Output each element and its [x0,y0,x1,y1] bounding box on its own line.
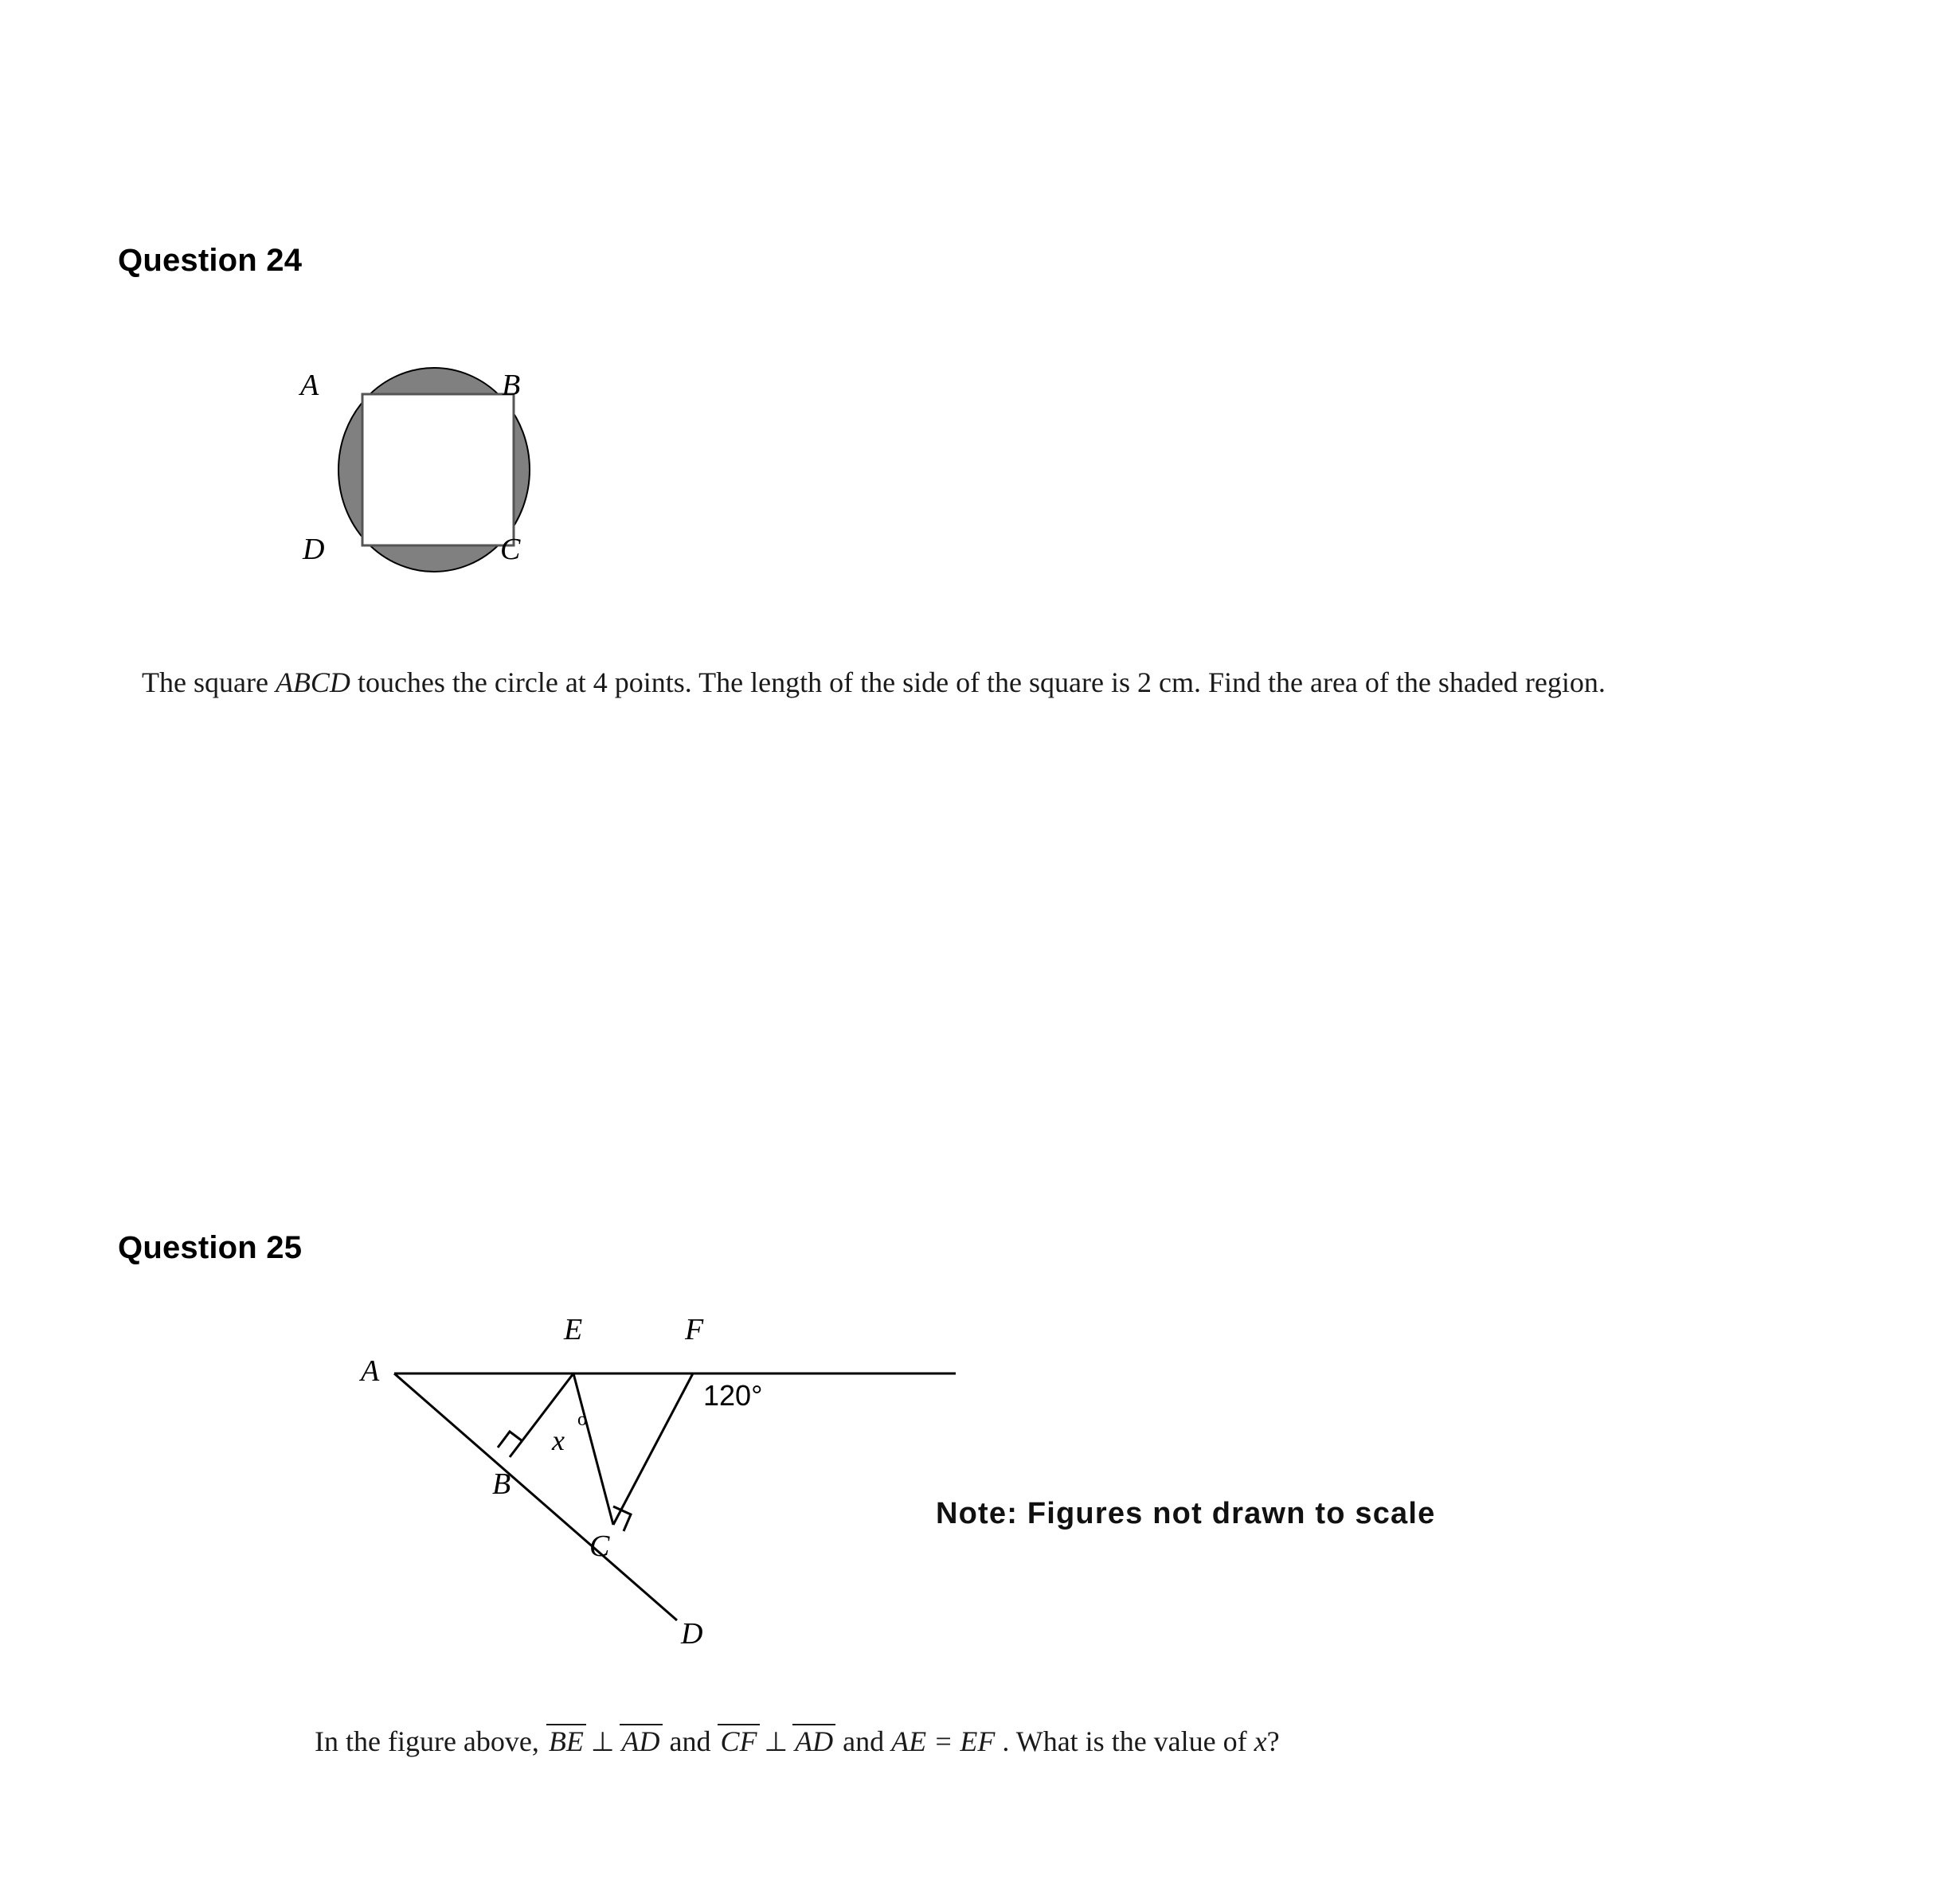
segment-ad-2: AD [792,1724,835,1758]
q25-prompt-part4: . What is the value of [995,1725,1254,1757]
perp-symbol-2: ⊥ [764,1728,788,1757]
q25-prompt-part1: In the figure above, [315,1725,546,1757]
question-25-prompt [315,1724,1828,1758]
vertex-label-b: B [492,1467,511,1501]
vertex-label-c: C [500,533,521,566]
question-24-heading: Question 24 [118,243,303,278]
q24-prompt-part1: The square [142,666,276,698]
perp-symbol-1: ⊥ [590,1728,615,1757]
q25-prompt-part5: ? [1266,1725,1280,1757]
vertex-label-c: C [589,1530,610,1563]
triangle-angle-figure [350,1313,988,1728]
note-figures-not-to-scale: Note: Figures not drawn to scale [936,1497,1436,1530]
equality-ae-ef: AE = EF [891,1725,996,1757]
vertex-label-f: F [685,1313,704,1346]
angle-label-120: 120° [703,1379,763,1412]
question-24-prompt [142,661,1814,705]
vertex-label-d: D [681,1617,703,1651]
degree-mark-icon: o [577,1409,587,1430]
line-cf [613,1373,693,1525]
vertex-label-b: B [502,369,521,402]
q24-prompt-part2: touches the circle at 4 points. The length of the side of the square is 2 cm. Find the area of the shaded region. [350,666,1606,698]
line-ad [394,1373,677,1620]
square-shape [362,394,514,545]
angle-label-x: x [552,1424,565,1456]
square-in-circle-svg [319,350,573,605]
segment-ad-1: AD [620,1724,663,1758]
segment-be: BE [546,1724,586,1758]
question-25-heading: Question 25 [118,1230,303,1265]
variable-x: x [1254,1725,1267,1757]
q25-prompt-part2: and [662,1725,718,1757]
triangle-angle-svg [350,1330,988,1728]
square-in-circle-figure [300,350,573,605]
q25-prompt-part3: and [835,1725,892,1757]
vertex-label-a: A [361,1354,380,1388]
q24-shape-name: ABCD [275,666,350,698]
vertex-label-d: D [303,533,325,566]
segment-cf: CF [718,1724,759,1758]
vertex-label-e: E [564,1313,583,1346]
vertex-label-a: A [300,369,319,402]
line-ec [573,1373,613,1525]
